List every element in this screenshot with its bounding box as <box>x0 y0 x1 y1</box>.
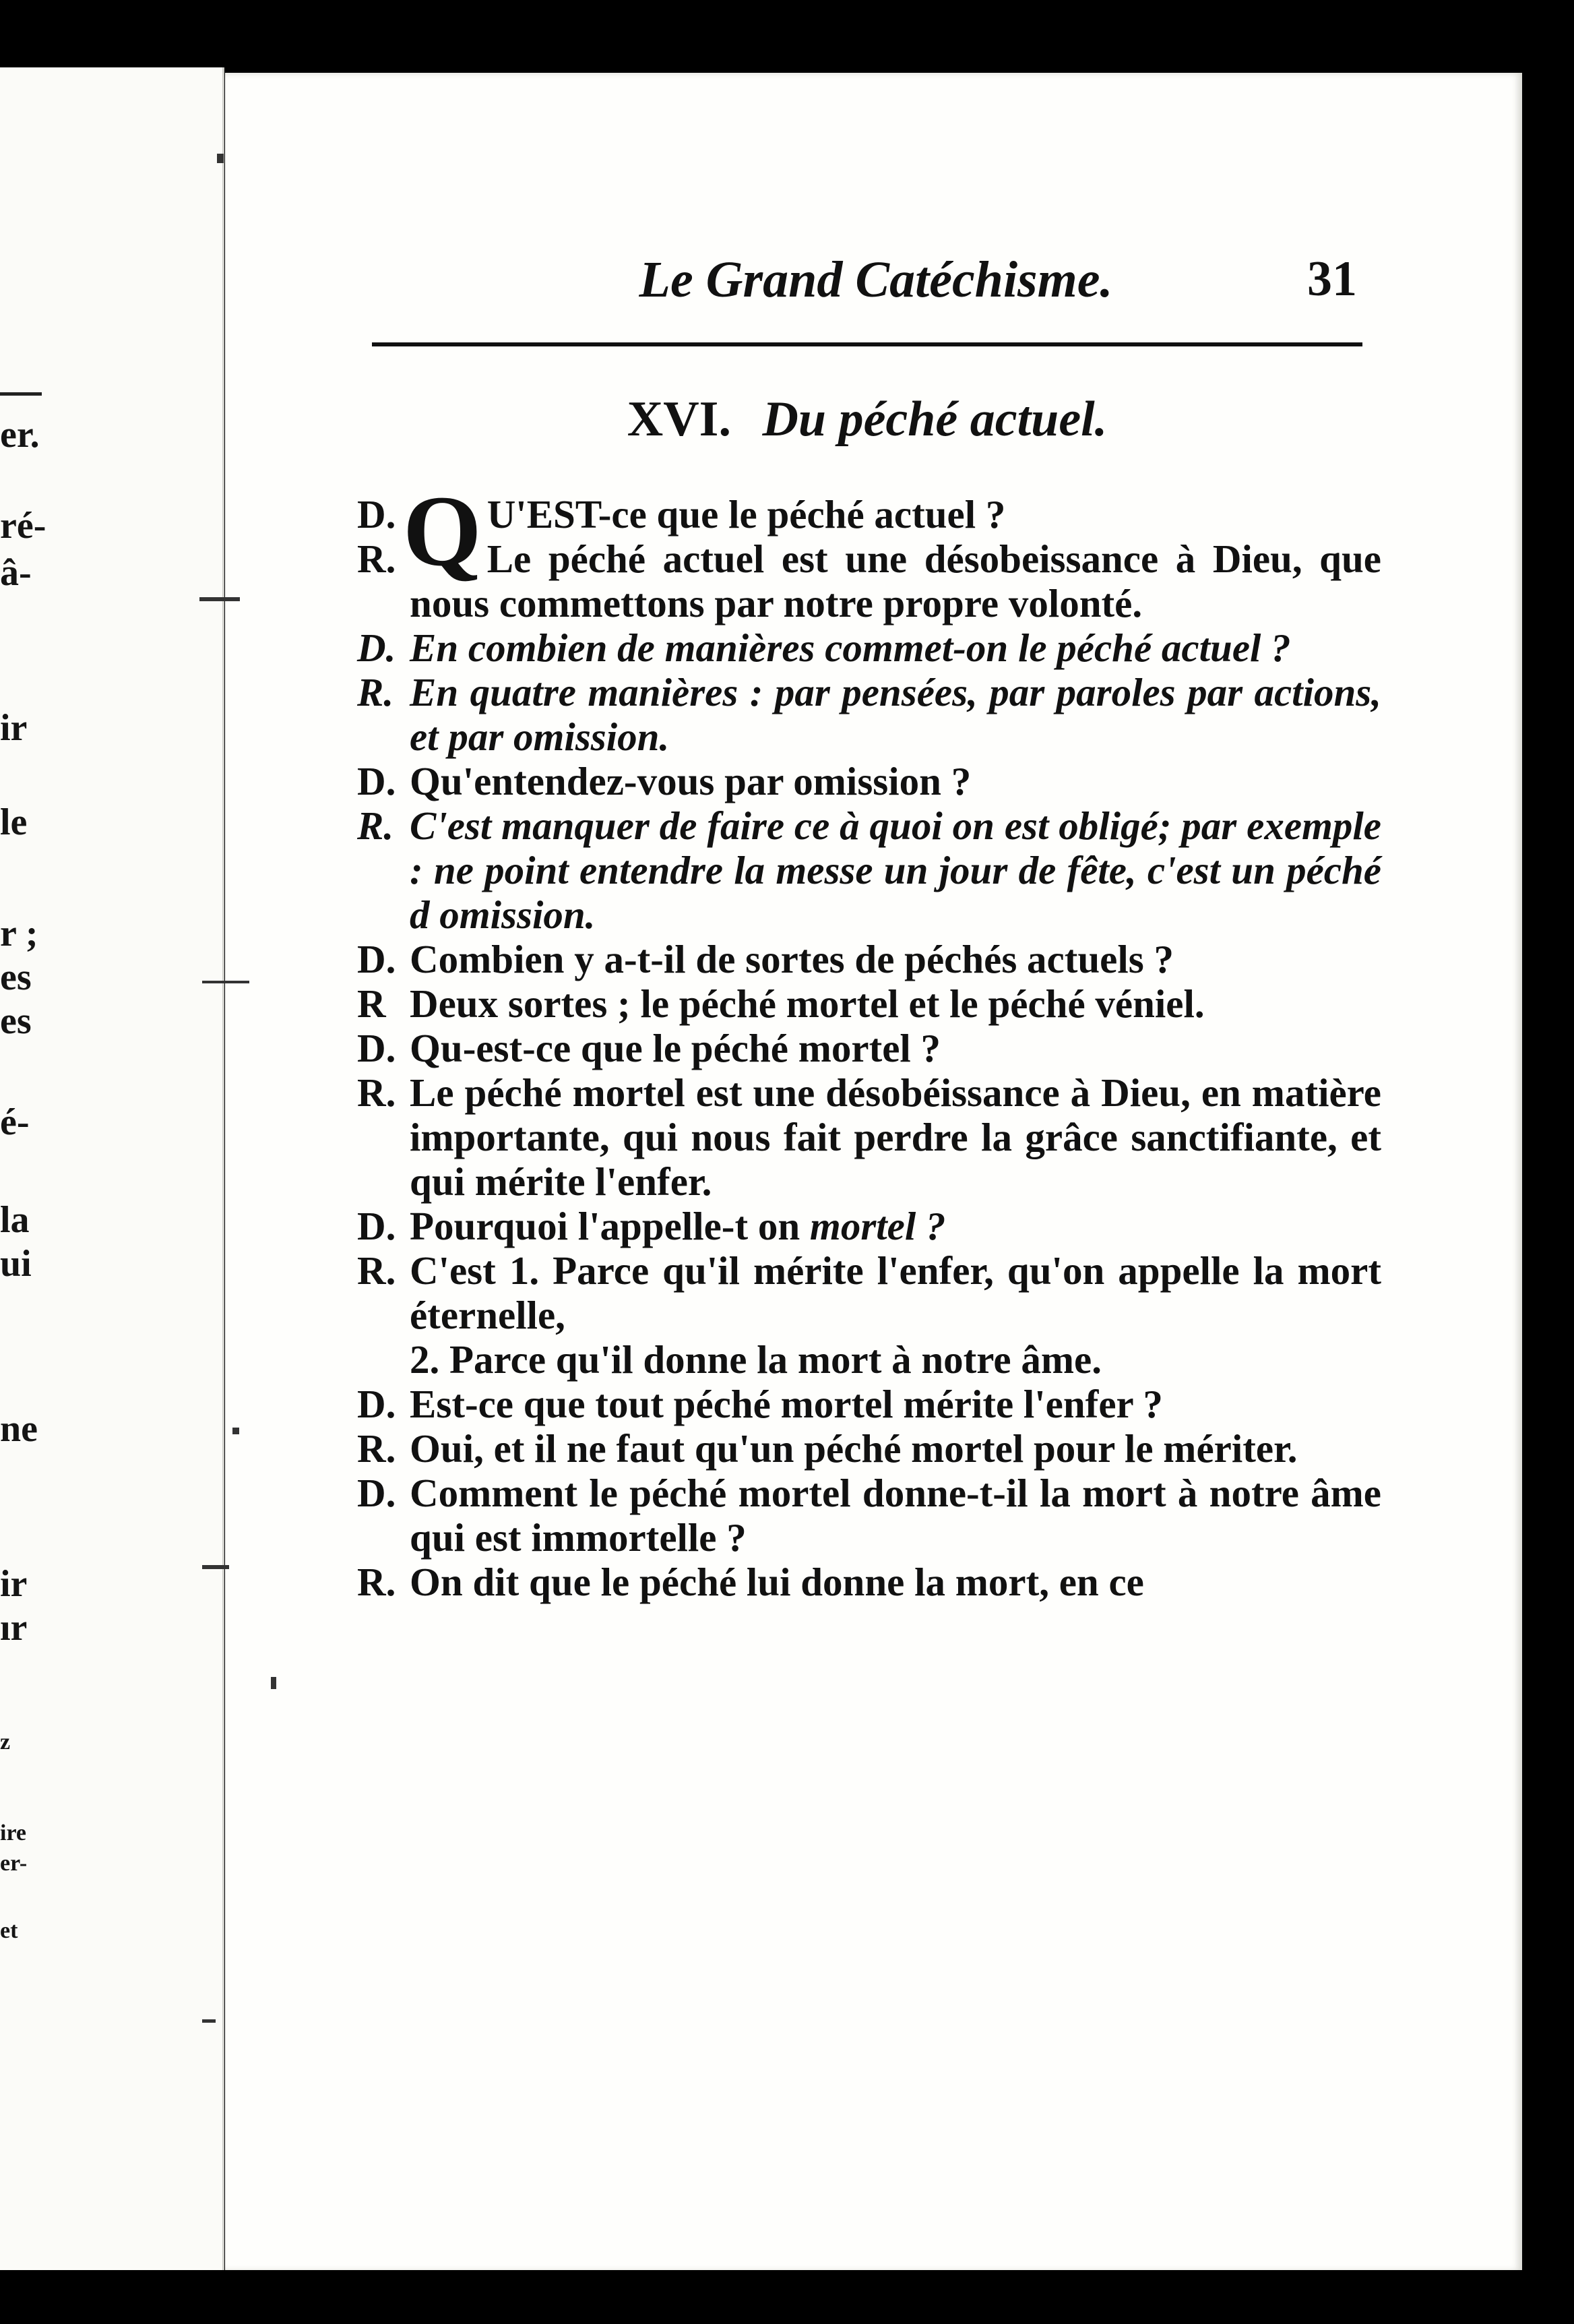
chapter-title <box>372 391 1362 448</box>
speaker-tag: R. <box>357 1560 396 1604</box>
speaker-tag: R. <box>357 1070 396 1115</box>
header-rule <box>372 342 1362 346</box>
entry-text: Comment le péché mortel donne-t-il la mort à notre âme qui est immortelle ? <box>410 1471 1381 1560</box>
prev-fragment: le <box>0 801 28 843</box>
answer-entry <box>357 670 1381 759</box>
speaker-tag: D. <box>357 1026 396 1070</box>
prev-fragment: ir <box>0 707 28 749</box>
catechism-text <box>357 475 1381 1604</box>
prev-fragment: er- <box>0 1851 28 1876</box>
scan-speck <box>202 981 249 983</box>
entry-text: Oui, et il ne faut qu'un péché mortel pour le mériter. <box>410 1426 1298 1471</box>
question-entry <box>357 937 1381 981</box>
question-entry <box>357 625 1381 670</box>
speaker-tag: D. <box>357 759 396 803</box>
scan-border-bottom <box>0 2270 1522 2324</box>
entry-text: On dit que le péché lui donne la mort, en ce <box>410 1560 1144 1604</box>
previous-page-rule <box>0 392 42 396</box>
answer-entry <box>357 1248 1381 1337</box>
speaker-tag: R. <box>357 803 394 848</box>
entry-text: Qu-est-ce que le péché mortel ? <box>410 1026 941 1070</box>
speaker-tag: R. <box>357 537 396 581</box>
prev-fragment: z <box>0 1730 11 1754</box>
speaker-tag: R. <box>357 1426 396 1471</box>
scan-border-right <box>1522 71 1574 2324</box>
previous-page-edge <box>0 67 224 2271</box>
speaker-tag: D. <box>357 1471 396 1515</box>
prev-fragment: ne <box>0 1408 38 1450</box>
prev-fragment: r ; <box>0 913 38 954</box>
question-entry <box>357 1204 1381 1248</box>
prev-fragment: é- <box>0 1101 30 1143</box>
prev-fragment: es <box>0 1000 32 1042</box>
answer-entry <box>357 803 1381 937</box>
question-entry <box>357 1026 1381 1070</box>
entry-text: Qu'entendez-vous par omission ? <box>410 759 972 803</box>
scan-speck <box>217 154 224 163</box>
entry-text: C'est 1. Parce qu'il mérite l'enfer, qu'on appelle la mort éternelle, <box>410 1248 1381 1337</box>
scan-speck <box>202 2019 216 2023</box>
entry-text: 2. Parce qu'il donne la mort à notre âme. <box>410 1337 1102 1382</box>
scan-speck <box>202 1565 229 1569</box>
prev-fragment: er. <box>0 414 40 456</box>
entry-text: U'EST-ce que le péché actuel ? <box>486 492 1006 537</box>
answer-continuation <box>357 1337 1381 1382</box>
speaker-tag: R <box>357 981 386 1026</box>
entry-text: Pourquoi l'appelle-t on <box>410 1204 810 1248</box>
speaker-tag: D. <box>357 625 396 670</box>
prev-fragment: ui <box>0 1243 32 1285</box>
answer-entry <box>357 537 1381 625</box>
scan-speck <box>271 1677 276 1689</box>
entry-text: Le péché mortel est une désobéissance à Dieu, en matière importante, qui nous fait perdre la grâce sanctifiante, et qui mérite l'enfer. <box>410 1070 1381 1204</box>
entry-text: Le péché actuel est une désobeissance à Dieu, que nous commettons par notre propre volonté. <box>410 537 1381 625</box>
speaker-tag: R. <box>357 1248 396 1293</box>
speaker-tag: D. <box>357 1204 396 1248</box>
prev-fragment: ır <box>0 1607 28 1649</box>
entry-text: C'est manquer de faire ce à quoi on est obligé; par exemple : ne point entendre la messe un jour de fête, c'est un péché d omission. <box>410 803 1381 937</box>
scan-border-top <box>0 0 1574 71</box>
scan-speck <box>232 1428 239 1434</box>
speaker-tag: R. <box>357 670 394 714</box>
speaker-tag: D. <box>357 492 396 537</box>
entry-text: Est-ce que tout péché mortel mérite l'enfer ? <box>410 1382 1163 1426</box>
answer-entry <box>357 1560 1381 1604</box>
speaker-tag: D. <box>357 937 396 981</box>
drop-cap: Q <box>403 475 482 587</box>
chapter-heading: Du péché actuel. <box>762 392 1108 447</box>
speaker-tag: D. <box>357 1382 396 1426</box>
question-entry <box>357 1471 1381 1560</box>
prev-fragment: es <box>0 956 32 998</box>
prev-fragment: la <box>0 1199 30 1241</box>
entry-text-italic: mortel ? <box>809 1204 946 1248</box>
running-head: Le Grand Catéchisme. <box>639 251 1113 308</box>
answer-entry <box>357 1070 1381 1204</box>
entry-text: En quatre manières : par pensées, par paroles par actions, et par omission. <box>410 670 1381 759</box>
prev-fragment: ré- <box>0 505 46 547</box>
page-number: 31 <box>1307 251 1357 307</box>
entry-text: Deux sortes ; le péché mortel et le péché véniel. <box>410 981 1205 1026</box>
question-entry <box>357 759 1381 803</box>
answer-entry <box>357 981 1381 1026</box>
prev-fragment: â- <box>0 552 32 594</box>
answer-entry <box>357 1426 1381 1471</box>
scan-speck <box>199 597 240 601</box>
entry-text: Combien y a-t-il de sortes de péchés actuels ? <box>410 937 1174 981</box>
prev-fragment: ir <box>0 1563 28 1605</box>
chapter-number: XVI. <box>627 392 731 447</box>
prev-fragment: et <box>0 1918 18 1943</box>
entry-text: En combien de manières commet-on le péché actuel ? <box>410 625 1291 670</box>
question-entry <box>357 1382 1381 1426</box>
prev-fragment: ire <box>0 1821 27 1845</box>
